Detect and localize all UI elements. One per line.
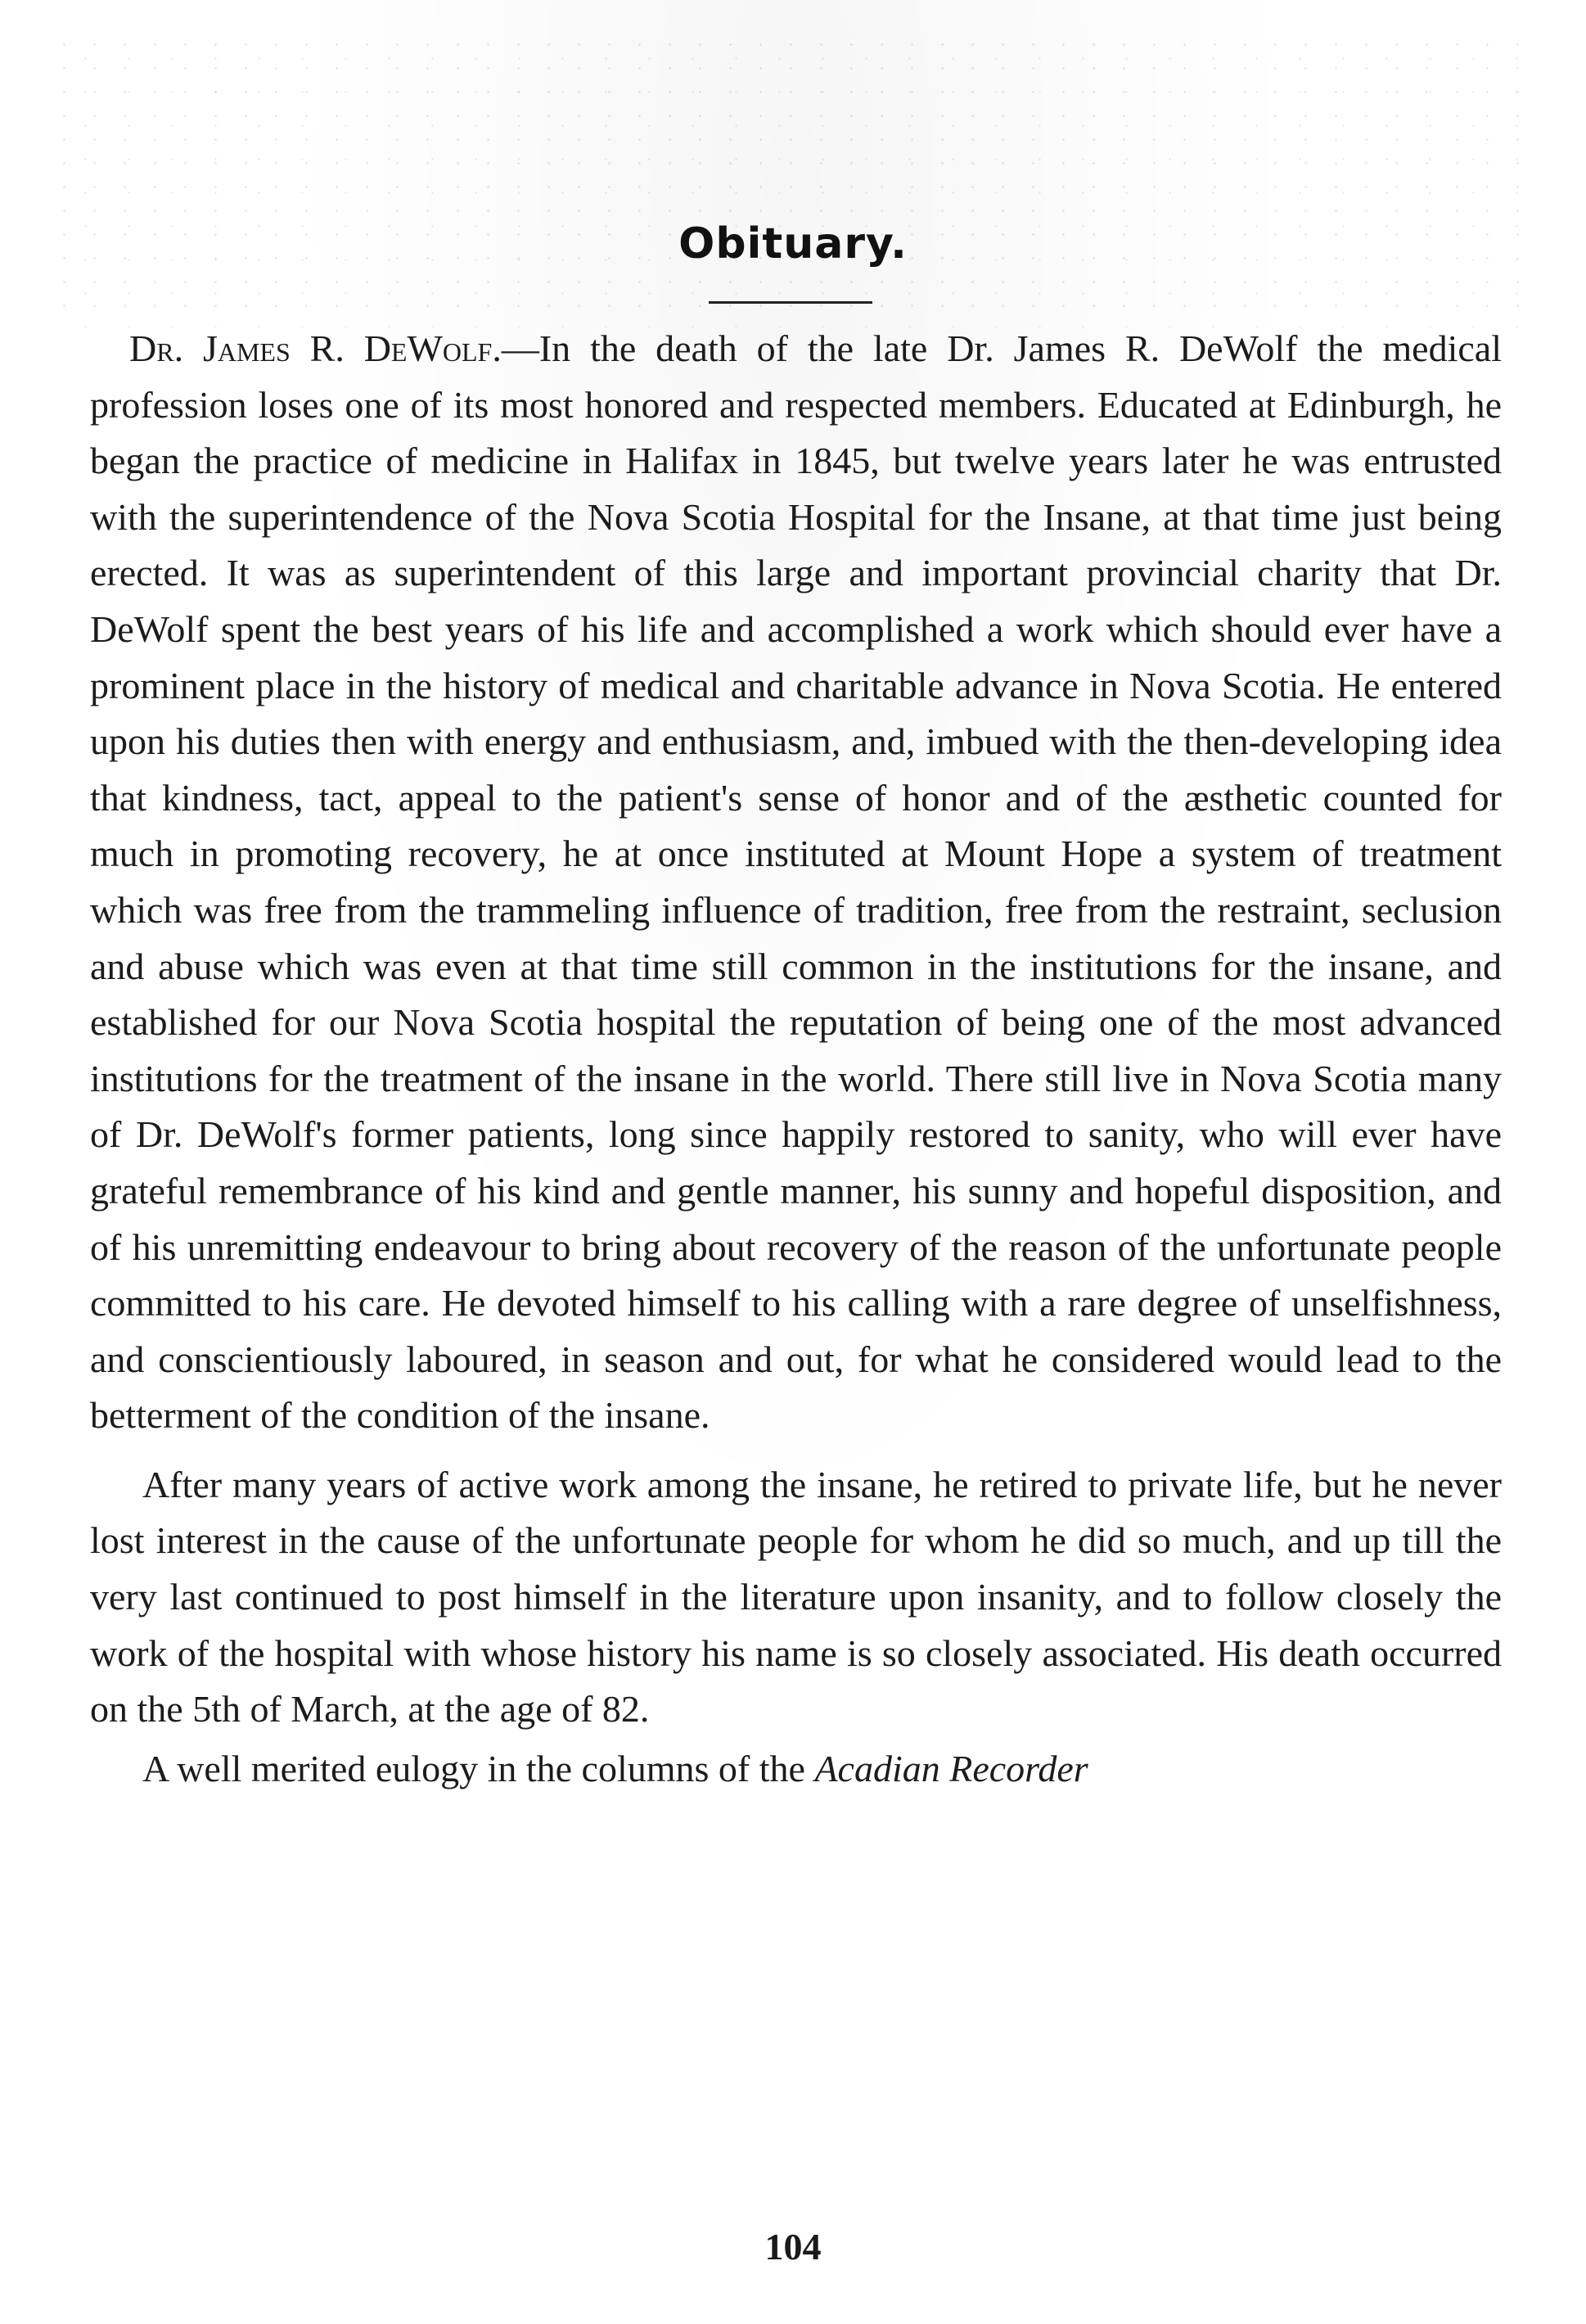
page-number: 104 [764, 2226, 822, 2268]
page-title: Obituary. [678, 219, 908, 269]
print-speckle-texture [49, 33, 1522, 327]
lead-name: Dr. James R. DeWolf. [129, 327, 502, 369]
paragraph-2-text: After many years of active work among the insane, he retired to private life, but he never lost interest in the cause of the unfortunate people for whom he did so much, and up till the very last continued to post himself in the literature upon insanity, and to follow closely the work of the hospital with whose history his name is so closely associated. His death occurred on the 5th of March, at the age of 82. [90, 1463, 1502, 1731]
paragraph-3-text: A well merited eulogy in the columns of the [142, 1747, 815, 1789]
title-rule [709, 301, 872, 304]
paragraph-1-text: —In the death of the late Dr. James R. DeWolf the medical profession loses one of its most honored and respected members. Educated at Edinburgh, he began the practice of medicine in Halifax in 1845, but twelve years later he was entrusted with the superintendence of the Nova Scotia Hospital for the Insane, at that time just being erected. It was as superintendent of this large and important provincial charity that Dr. DeWolf spent the best years of his life and accomplished a work which should ever have a prominent place in the history of medical and charitable advance in Nova Scotia. He entered upon his duties then with energy and enthusiasm, and, imbued with the then-developing idea that kindness, tact, appeal to the patient's sense of honor and of the æsthetic counted for much in promoting recovery, he at once instituted at Mount Hope a system of treatment which was free from the trammeling influence of tradition, free from the restraint, seclusion and abuse which was even at that time still common in the institutions for the insane, and established for our Nova Scotia hospital the reputation of being one of the most advanced institutions for the treatment of the insane in the world. There still live in Nova Scotia many of Dr. DeWolf's former patients, long since happily restored to sanity, who will ever have grateful remembrance of his kind and gentle manner, his sunny and hopeful disposition, and of his unremitting endeavour to bring about recovery of the reason of the unfortunate people committed to his care. He devoted himself to his calling with a rare degree of unselfishness, and conscientiously laboured, in season and out, for what he considered would lead to the betterment of the condition of the insane. [90, 327, 1502, 1437]
paragraph-3 [90, 1741, 1502, 1798]
paragraph-1 [90, 321, 1502, 1444]
article-body [90, 321, 1502, 1797]
newspaper-title: Acadian Recorder [814, 1747, 1088, 1789]
paragraph-2 [90, 1457, 1502, 1738]
